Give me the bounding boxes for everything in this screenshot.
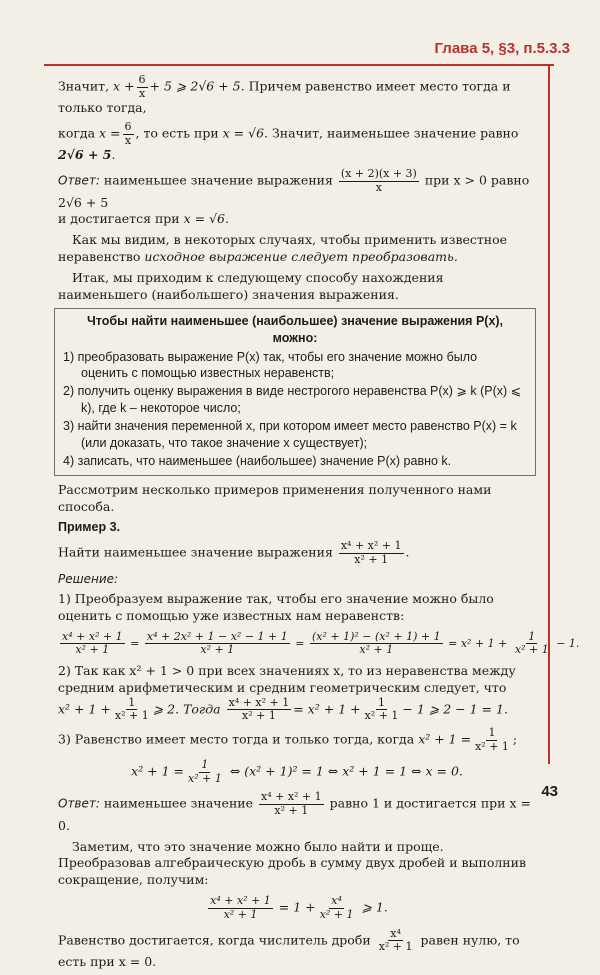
- method-step: 1) преобразовать выражение P(x) так, чтобы его значение можно было оценить с помощью известных неравенств;: [63, 349, 478, 381]
- fraction: $\frac{\text{x⁴ + x² + 1}}{\text{x² + 1}}$: [340, 539, 402, 566]
- fraction: $\frac{\text{(x² + 1)² − (x² + 1) + 1}}{\text{x² + 1}}$: [311, 629, 441, 657]
- chapter-header: Глава 5, §3, п.5.3.3: [434, 40, 570, 57]
- fraction: $\frac{(x + 2)(x + 3)}{x}$: [340, 167, 417, 194]
- method-step: 3) найти значения переменной x, при котором имеет место равенство P(x) = k (или доказать, что такое значение x существует);: [63, 419, 517, 450]
- method-title: Чтобы найти наименьшее (наибольшее) значение выражения P(x),: [86, 313, 504, 328]
- paragraph-1: Значит, x + $\frac{6}{x}$ + 5 ⩾ 2√6 + 5. Причем равенство имеет место тогда и только тогда,: [58, 73, 511, 116]
- fraction: $\frac{6}{x}$: [124, 120, 132, 147]
- step-3: 3) Равенство имеет место тогда и только тогда, когда x² + 1 = $\frac{1}{\text{x² + 1}}$ ;: [58, 725, 518, 753]
- fraction: $\frac{1}{\text{x² + 1}}$: [114, 695, 149, 723]
- method-steps: [63, 349, 527, 470]
- page-number: 43: [541, 783, 558, 800]
- solution-label: Решение:: [58, 571, 119, 586]
- method-step: 2) получить оценку выражения в виде нестрогого неравенства P(x) ⩾ k (P(x) ⩽ k), где k – некоторое число;: [63, 384, 522, 416]
- method-step: 4) записать, что наименьшее (наибольшее) значение P(x) равно k.: [63, 453, 452, 468]
- paragraph-5: Рассмотрим несколько примеров применения полученного нами способа.: [58, 481, 492, 514]
- equation-1: $\frac{\text{x⁴ + x² + 1}}{\text{x² + 1}}$ = $\frac{\text{x⁴ + 2x² + 1 − x² − 1 + 1}}{\text{x² + 1}}$ = $\frac{\text{(x² + 1)² − (x² + 1) + 1}}{\text{x² + 1}}$ = x² + 1 + $\frac{1}{\text{x² + 1}}$ − 1.: [62, 629, 580, 657]
- example-title: Пример 3.: [58, 520, 121, 535]
- paragraph-2: когда x = $\frac{6}{x}$ , то есть при x = √6. Значит, наименьшее значение равно 2√6 + 5.: [58, 120, 519, 163]
- header-rule: [44, 64, 554, 66]
- fraction: $\frac{1}{\text{x² + 1}}$: [514, 629, 549, 657]
- step-1: 1) Преобразуем выражение так, чтобы его значение можно было оценить с помощью уже известных нам неравенств:: [58, 590, 494, 623]
- fraction: $\frac{6}{x}$: [138, 73, 146, 100]
- answer-1: Ответ: наименьшее значение выражения $\frac{(x + 2)(x + 3)}{x}$ при x > 0 равно 2√6 + 5 и достигается при x = √6.: [58, 167, 530, 227]
- fraction: $\frac{\text{x⁴ + x² + 1}}{\text{x² + 1}}$: [210, 894, 271, 921]
- method-box: [54, 308, 536, 476]
- method-subtitle: можно:: [272, 330, 318, 345]
- fraction: $\frac{\text{x⁴ + x² + 1}}{\text{x² + 1}}$: [261, 790, 322, 818]
- fraction: $\frac{\text{x⁴ + x² + 1}}{\text{x² + 1}}$: [228, 695, 290, 723]
- fraction: $\frac{\text{x⁴ + 2x² + 1 − x² − 1 + 1}}{\text{x² + 1}}$: [146, 629, 288, 657]
- fraction: $\frac{1}{\text{x² + 1}}$: [188, 758, 222, 785]
- step-2: 2) Так как x² + 1 > 0 при всех значениях x, то из неравенства между средним арифметическим и средним геометрическим следует, что x² + 1 + $\frac{1}{\text{x² + 1}}$ ⩾ 2. Тогда $\frac{\text{x⁴ + x² + 1}}{\text{x² + 1}}$ = x² + 1 + $\frac{1}{\text{x² + 1}}$ − 1 ⩾ 2 − 1 = 1.: [58, 662, 516, 723]
- equation-4: $\frac{\text{x⁴ + x² + 1}}{\text{x² + 1}}$ = 1 + $\frac{\text{x⁴}}{\text{x² + 1}}$ ⩾ 1.: [210, 894, 388, 921]
- fraction: $\frac{1}{\text{x² + 1}}$: [364, 695, 399, 723]
- fraction: $\frac{\text{x⁴ + x² + 1}}{\text{x² + 1}}$: [62, 629, 123, 657]
- equation-3: x² + 1 = $\frac{1}{\text{x² + 1}}$ ⇔ (x² + 1)² = 1 ⇔ x² + 1 = 1 ⇔ x = 0.: [131, 758, 463, 785]
- margin-rule: [548, 64, 550, 764]
- paragraph-6: Заметим, что это значение можно было найти и проще. Преобразовав алгебраическую дробь в сумму двух дробей и выполнив сокращение, получим:: [58, 838, 527, 888]
- fraction: $\frac{\text{x⁴}}{\text{x² + 1}}$: [378, 926, 413, 954]
- example-task: Найти наименьшее значение выражения $\frac{\text{x⁴ + x² + 1}}{\text{x² + 1}}$ .: [58, 539, 410, 566]
- fraction: $\frac{1}{\text{x² + 1}}$: [475, 725, 509, 753]
- paragraph-4: Итак, мы приходим к следующему способу нахождения наименьшего (наибольшего) значения выражения.: [58, 270, 444, 302]
- paragraph-7: Равенство достигается, когда числитель дроби $\frac{\text{x⁴}}{\text{x² + 1}}$ равен нулю, то есть при x = 0.: [58, 926, 520, 969]
- fraction: $\frac{\text{x⁴}}{\text{x² + 1}}$: [319, 894, 354, 921]
- paragraph-3: Как мы видим, в некоторых случаях, чтобы применить известное неравенство исходное выражение следует преобразовать.: [58, 232, 508, 265]
- answer-2: Ответ: наименьшее значение $\frac{\text{x⁴ + x² + 1}}{\text{x² + 1}}$ равно 1 и достигается при x = 0.: [58, 790, 531, 833]
